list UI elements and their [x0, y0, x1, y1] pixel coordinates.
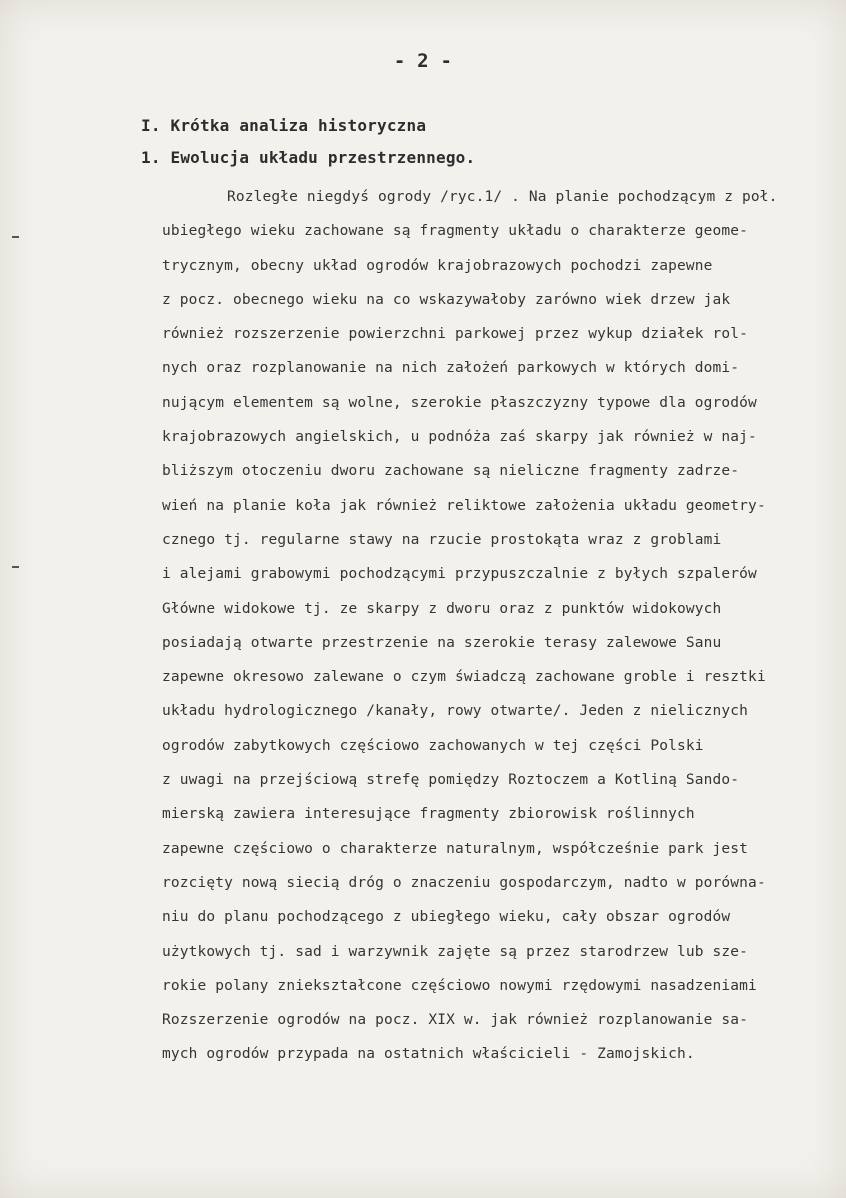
page-number: - 2 -	[393, 50, 453, 72]
paragraph-line: posiadają otwarte przestrzenie na szerokie terasy zalewowe Sanu	[162, 634, 722, 651]
body-paragraph	[162, 180, 846, 1072]
paragraph-line: nującym elementem są wolne, szerokie płaszczyzny typowe dla ogrodów	[162, 394, 757, 411]
margin-tick-mark	[12, 566, 19, 568]
paragraph-line: układu hydrologicznego /kanały, rowy otwarte/. Jeden z nielicznych	[162, 703, 749, 720]
paragraph-line: Rozszerzenie ogrodów na pocz. XIX w. jak również rozplanowanie sa-	[162, 1012, 749, 1029]
paragraph-line: rokie polany zniekształcone częściowo nowymi rzędowymi nasadzeniami	[162, 977, 757, 994]
paragraph-line: rozcięty nową siecią dróg o znaczeniu gospodarczym, nadto w porówna-	[162, 874, 766, 891]
paragraph-line: mych ogrodów przypada na ostatnich właścicieli - Zamojskich.	[162, 1046, 695, 1063]
paragraph-line: niu do planu pochodzącego z ubiegłego wieku, cały obszar ogrodów	[162, 909, 731, 926]
paragraph-line: trycznym, obecny układ ogrodów krajobrazowych pochodzi zapewne	[162, 257, 713, 274]
paragraph-line: zapewne częściowo o charakterze naturalnym, współcześnie park jest	[162, 840, 749, 857]
subsection-heading: 1. Ewolucja układu przestrzennego.	[141, 148, 476, 167]
paragraph-line: ubiegłego wieku zachowane są fragmenty układu o charakterze geome-	[162, 223, 749, 240]
paragraph-line: cznego tj. regularne stawy na rzucie prostokąta wraz z groblami	[162, 531, 722, 548]
margin-tick-mark	[12, 236, 19, 238]
paragraph-line: bliższym otoczeniu dworu zachowane są nieliczne fragmenty zadrze-	[162, 463, 740, 480]
paragraph-line: mierską zawiera interesujące fragmenty zbiorowisk roślinnych	[162, 806, 695, 823]
paragraph-line: wień na planie koła jak również reliktowe założenia układu geometry-	[162, 497, 766, 514]
section-heading: I. Krótka analiza historyczna	[141, 116, 427, 135]
paragraph-line: i alejami grabowymi pochodzącymi przypuszczalnie z byłych szpalerów	[162, 566, 757, 583]
paragraph-line: użytkowych tj. sad i warzywnik zajęte są przez starodrzew lub sze-	[162, 943, 749, 960]
paragraph-line: z pocz. obecnego wieku na co wskazywałoby zarówno wiek drzew jak	[162, 291, 731, 308]
paragraph-line: zapewne okresowo zalewane o czym świadczą zachowane groble i resztki	[162, 669, 766, 686]
paragraph-line: z uwagi na przejściową strefę pomiędzy Roztoczem a Kotliną Sando-	[162, 772, 740, 789]
paragraph-line: ogrodów zabytkowych częściowo zachowanych w tej części Polski	[162, 737, 704, 754]
paragraph-line: Rozległe niegdyś ogrody /ryc.1/ . Na planie pochodzącym z poł.	[227, 189, 778, 205]
paragraph-line: również rozszerzenie powierzchni parkowej przez wykup działek rol-	[162, 326, 749, 343]
paragraph-line: krajobrazowych angielskich, u podnóża zaś skarpy jak również w naj-	[162, 429, 757, 446]
paragraph-line: nych oraz rozplanowanie na nich założeń parkowych w których domi-	[162, 360, 740, 377]
paragraph-line: Główne widokowe tj. ze skarpy z dworu oraz z punktów widokowych	[162, 600, 722, 617]
